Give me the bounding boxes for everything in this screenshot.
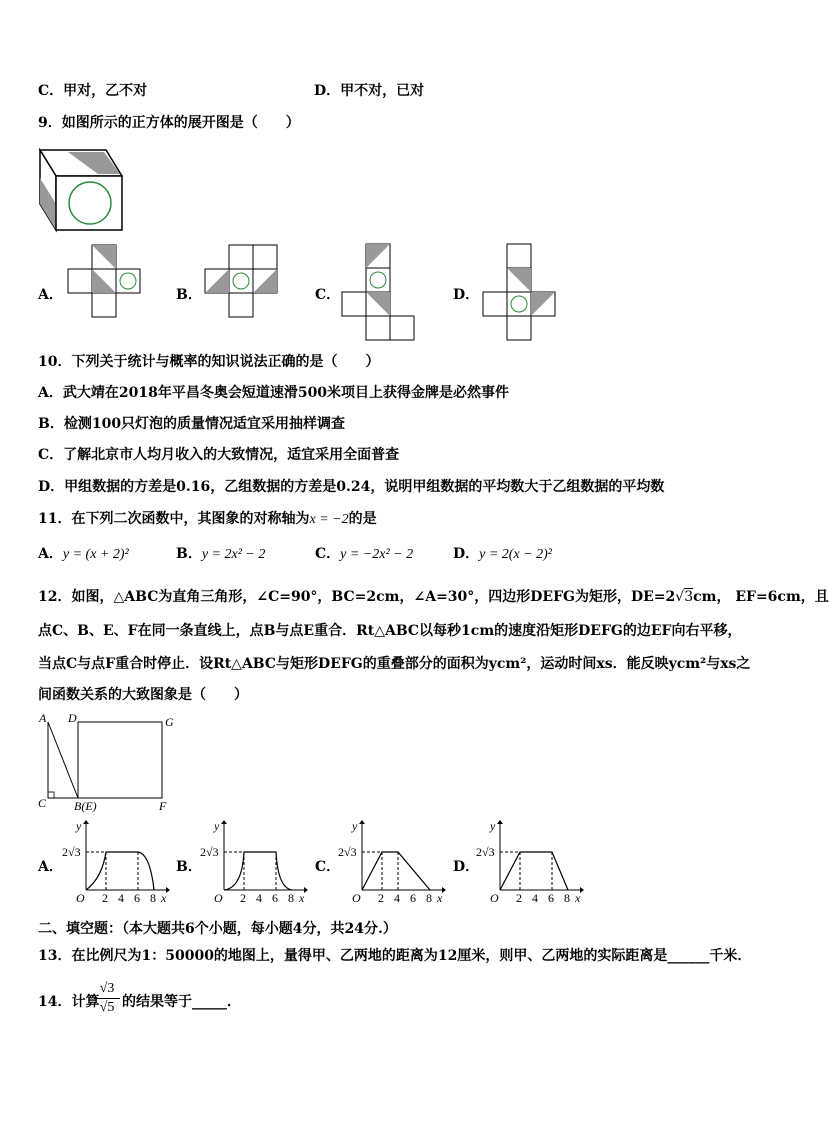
q10-option-c: C．了解北京市人均月收入的大致情况，适宜采用全面普查 xyxy=(38,447,400,463)
graph-b-xtick-8: 8 xyxy=(288,891,294,905)
q11-stem-pre: 11．在下列二次函数中，其图象的对称轴为 xyxy=(38,511,310,527)
q14-tail: ． xyxy=(227,994,241,1010)
graph-d-xtick-6: 6 xyxy=(548,891,554,905)
q11-option-b-math: y = 2x² − 2 xyxy=(201,547,266,562)
section-2-title: 二、填空题：（本大题共6个小题，每小题4分，共24分.） xyxy=(38,921,397,937)
graph-a-xtick-6: 6 xyxy=(134,891,140,905)
label-g: G xyxy=(165,715,174,729)
q13 xyxy=(38,947,751,965)
graph-b-xtick-4: 4 xyxy=(256,891,262,905)
q13-blank[interactable]: ______ xyxy=(667,948,710,964)
q9-net-c xyxy=(342,244,418,342)
q8-option-d: D．甲不对，已对 xyxy=(314,83,425,99)
q14-fraction xyxy=(94,980,120,1017)
q12-label-b: B． xyxy=(176,859,202,875)
graph-c-xtick-4: 4 xyxy=(394,891,400,905)
label-a: A xyxy=(39,711,47,725)
graph-a-y-label: y xyxy=(76,819,82,833)
q12-label-a: A． xyxy=(38,859,63,875)
graph-b-xtick-2: 2 xyxy=(240,891,246,905)
graph-b-x-label: x xyxy=(299,891,305,905)
q12-line-1 xyxy=(38,588,829,606)
q12-line-1a: 12．如图，△ABC为直角三角形，∠C=90°，BC=2cm，∠A=30°，四边形DEFG为矩形，DE=2 xyxy=(38,589,676,605)
q14-post xyxy=(122,993,241,1011)
graph-a-x-label: x xyxy=(161,891,167,905)
graph-b-origin: O xyxy=(214,891,223,905)
graph-c-xtick-6: 6 xyxy=(410,891,416,905)
graph-b-xtick-6: 6 xyxy=(272,891,278,905)
graph-a-origin: O xyxy=(76,891,85,905)
graph-a-xtick-8: 8 xyxy=(150,891,156,905)
q12-graph-b xyxy=(196,818,308,908)
q9-net-b xyxy=(203,245,279,319)
q14-numerator: √3 xyxy=(99,981,115,996)
q12-line-3: 当点C与点F重合时停止．设Rt△ABC与矩形DEFG的重叠部分的面积为ycm²，运动时间xs．能反映ycm²与xs之 xyxy=(38,656,751,672)
q13-tail: 千米． xyxy=(709,948,752,964)
q10-option-d: D．甲组数据的方差是0.16，乙组数据的方差是0.24，说明甲组数据的平均数大于乙组数据的平均数 xyxy=(38,479,665,495)
q12-figure xyxy=(36,712,178,814)
q12-label-c: C． xyxy=(315,859,341,875)
q9-label-b: B． xyxy=(176,287,202,303)
graph-a-xtick-4: 4 xyxy=(118,891,124,905)
graph-d-xtick-2: 2 xyxy=(516,891,522,905)
graph-b-y-label: y xyxy=(214,819,220,833)
q12-line-4: 间函数关系的大致图象是（ ） xyxy=(38,687,248,703)
graph-c-xtick-2: 2 xyxy=(378,891,384,905)
label-c: C xyxy=(38,796,47,810)
q9-net-a xyxy=(66,245,142,319)
q11-option-c-label: C． xyxy=(315,546,341,562)
q11-stem xyxy=(38,510,377,529)
graph-d-xtick-8: 8 xyxy=(564,891,570,905)
q10-option-b: B．检测100只灯泡的质量情况适宜采用抽样调查 xyxy=(38,416,346,432)
q12-line-1b: cm， EF=6cm，且 xyxy=(693,589,829,605)
graph-c-xtick-8: 8 xyxy=(426,891,432,905)
q11-option-c-math: y = −2x² − 2 xyxy=(340,547,414,562)
q9-label-c: C． xyxy=(315,287,341,303)
graph-a-xtick-2: 2 xyxy=(102,891,108,905)
q12-graph-a xyxy=(58,818,170,908)
q12-graph-d xyxy=(472,818,584,908)
q11-stem-math: x = −2 xyxy=(309,512,349,527)
q11-stem-post: 的是 xyxy=(348,511,377,527)
q14-post-text: 的结果等于 xyxy=(122,994,192,1010)
graph-d-x-label: x xyxy=(575,891,581,905)
graph-c-x-label: x xyxy=(437,891,443,905)
q11-option-a-math: y = (x + 2)² xyxy=(62,547,129,562)
graph-d-xtick-4: 4 xyxy=(532,891,538,905)
graph-d-ytick: 2√3 xyxy=(476,845,495,859)
q9-label-d: D． xyxy=(453,287,480,303)
q8-option-c: C．甲对，乙不对 xyxy=(38,83,148,99)
q14-pre: 14．计算 xyxy=(38,994,100,1010)
label-f: F xyxy=(159,799,167,813)
graph-c-y-label: y xyxy=(352,819,358,833)
graph-c-origin: O xyxy=(352,891,361,905)
graph-d-y-label: y xyxy=(490,819,496,833)
graph-c-ytick: 2√3 xyxy=(338,845,357,859)
q11-option-a-label: A． xyxy=(38,546,63,562)
q11-option-a xyxy=(38,545,129,564)
q12-label-d: D． xyxy=(453,859,480,875)
q11-option-d xyxy=(453,545,552,564)
graph-d-origin: O xyxy=(490,891,499,905)
q13-text: 13．在比例尺为1：50000的地图上，量得甲、乙两地的距离为12厘米，则甲、乙两地的实际距离是 xyxy=(38,948,668,964)
graph-a-ytick: 2√3 xyxy=(62,845,81,859)
q9-stem: 9．如图所示的正方体的展开图是（ ） xyxy=(38,115,300,131)
q11-option-b-label: B． xyxy=(176,546,202,562)
q10-stem: 10．下列关于统计与概率的知识说法正确的是（ ） xyxy=(38,354,380,370)
q11-option-b xyxy=(176,545,265,564)
label-be: B(E) xyxy=(74,799,97,813)
label-d: D xyxy=(68,711,77,725)
q9-cube-figure xyxy=(38,148,124,232)
q11-option-d-label: D． xyxy=(453,546,480,562)
q12-graph-c xyxy=(334,818,446,908)
q11-option-d-math: y = 2(x − 2)² xyxy=(479,547,552,562)
q10-option-a: A．武大靖在2018年平昌冬奥会短道速滑500米项目上获得金牌是必然事件 xyxy=(38,385,510,401)
q14-denominator: √5 xyxy=(99,1000,115,1015)
graph-b-ytick: 2√3 xyxy=(200,845,219,859)
q9-label-a: A． xyxy=(38,287,63,303)
q11-option-c xyxy=(315,545,413,564)
q12-sqrt: √3 xyxy=(675,589,694,605)
q14-blank[interactable]: _____ xyxy=(192,994,227,1010)
q9-net-d xyxy=(481,244,557,342)
q12-line-2: 点C、B、E、F在同一条直线上，点B与点E重合．Rt△ABC以每秒1cm的速度沿矩形DEFG的边EF向右平移， xyxy=(38,623,742,639)
